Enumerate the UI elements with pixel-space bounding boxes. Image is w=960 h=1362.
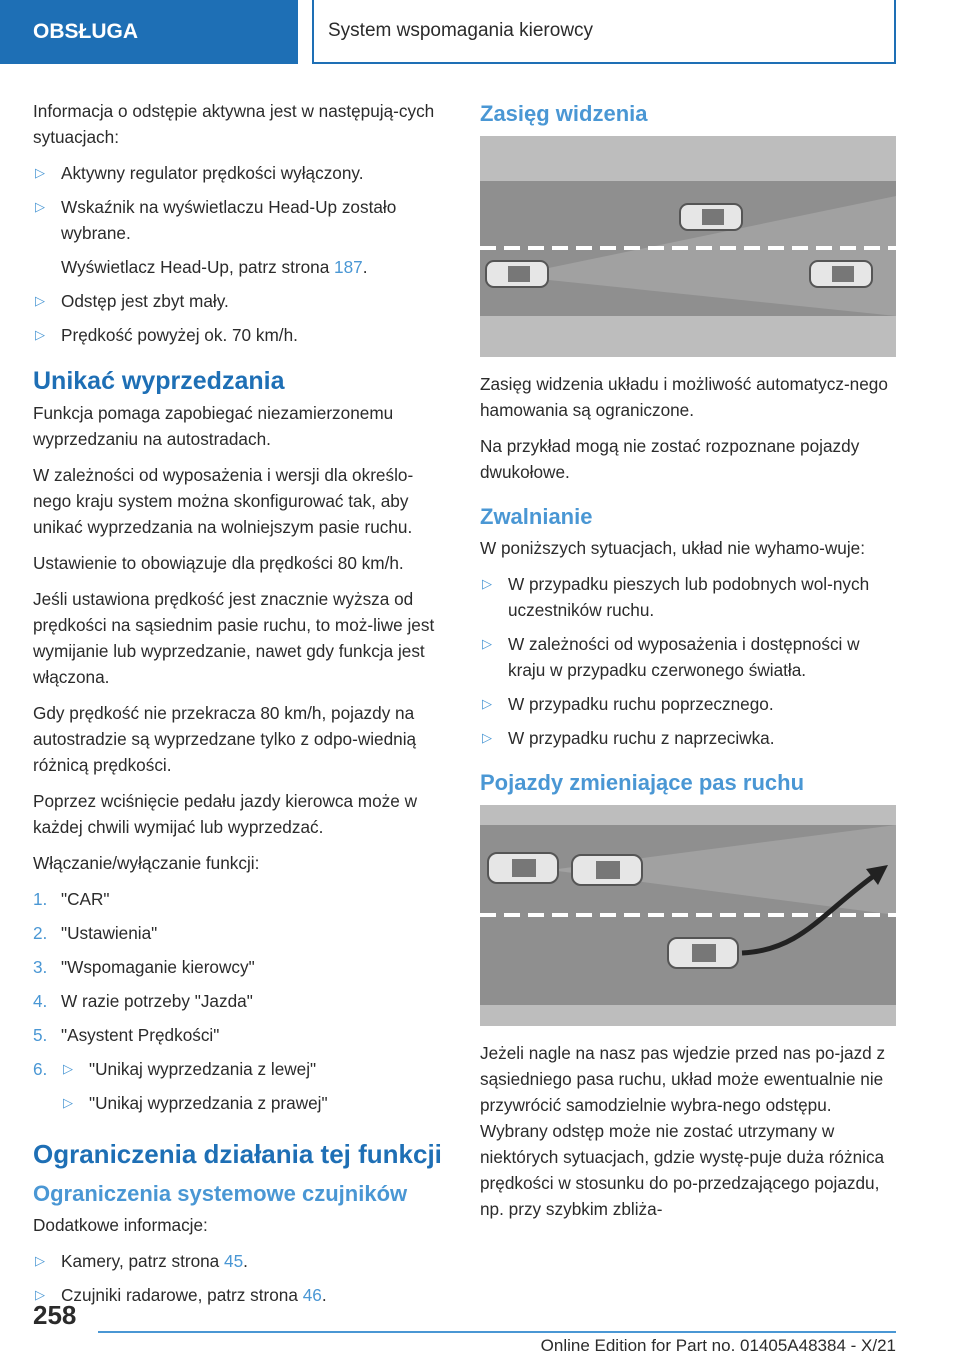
- page-number: 258: [33, 1300, 77, 1330]
- heading-range: Zasięg widzenia: [480, 101, 648, 126]
- heading-sensor-limits: Ograniczenia systemowe czujników: [33, 1181, 408, 1206]
- step-item: 5. "Asystent Prędkości": [33, 1025, 220, 1045]
- triangle-bullet-icon: ▷: [63, 1095, 73, 1110]
- page-link-45[interactable]: 45: [224, 1251, 244, 1271]
- footer-divider: [98, 1331, 896, 1333]
- list-item: ▷ W zależności od wyposażenia i dostępności w kraju w przypadku czerwonego światła.: [480, 631, 896, 683]
- triangle-bullet-icon: ▷: [482, 576, 492, 591]
- list-item: ▷ Odstęp jest zbyt mały.: [33, 288, 451, 314]
- paragraph: Ustawienie to obowiązuje dla prędkości 80 km/h.: [33, 553, 404, 573]
- list-item: ▷ Kamery, patrz strona 45.: [33, 1248, 451, 1274]
- left-column: [33, 98, 451, 1316]
- paragraph: Na przykład mogą nie zostać rozpoznane pojazdy dwukołowe.: [480, 436, 860, 482]
- paragraph: Zasięg widzenia układu i możliwość automatycz-nego hamowania są ograniczone.: [480, 374, 888, 420]
- triangle-bullet-icon: ▷: [482, 696, 492, 711]
- range-illustration: [480, 136, 896, 357]
- list-item: ▷ W przypadku pieszych lub podobnych wol-nych uczestników ruchu.: [480, 571, 896, 623]
- step-item: 3. "Wspomaganie kierowcy": [33, 957, 255, 977]
- page-link-46[interactable]: 46: [302, 1285, 322, 1305]
- paragraph: Włączanie/wyłączanie funkcji:: [33, 853, 260, 873]
- hud-reference: Wyświetlacz Head-Up, patrz strona 187.: [61, 257, 368, 277]
- heading-limits: Ograniczenia działania tej funkcji: [33, 1139, 442, 1169]
- list-item: ▷ Prędkość powyżej ok. 70 km/h.: [33, 322, 451, 348]
- triangle-bullet-icon: ▷: [35, 1287, 45, 1302]
- paragraph: Gdy prędkość nie przekracza 80 km/h, pojazdy na autostradzie są wyprzedzane tylko z odpo-wiednią różnicą prędkości.: [33, 703, 417, 775]
- paragraph: W zależności od wyposażenia i wersji dla określo-nego kraju system można skonfigurować tak, aby unikać wyprzedzania na wolniejszym pasie ruchu.: [33, 465, 414, 537]
- triangle-bullet-icon: ▷: [482, 730, 492, 745]
- list-item: ▷ W przypadku ruchu poprzecznego.: [480, 691, 896, 717]
- triangle-bullet-icon: ▷: [35, 1253, 45, 1268]
- triangle-bullet-icon: ▷: [482, 636, 492, 651]
- step-item: 4. W razie potrzeby "Jazda": [33, 991, 253, 1011]
- step-item: 2. "Ustawienia": [33, 923, 158, 943]
- edition-note: Online Edition for Part no. 01405A48384 - X/21: [540, 1336, 896, 1355]
- triangle-bullet-icon: ▷: [35, 327, 45, 342]
- heading-avoid-overtaking: Unikać wyprzedzania: [33, 367, 285, 395]
- heading-lane-change: Pojazdy zmieniające pas ruchu: [480, 770, 805, 795]
- bullet-list-refs: [33, 1248, 451, 1308]
- bullet-list-1: [33, 160, 451, 348]
- triangle-bullet-icon: ▷: [63, 1061, 73, 1076]
- list-item: ▷ Aktywny regulator prędkości wyłączony.: [33, 160, 451, 186]
- intro-paragraph: Informacja o odstępie aktywna jest w następują-cych sytuacjach:: [33, 101, 435, 147]
- step-item: 6. ▷ "Unikaj wyprzedzania z lewej" ▷ "Unikaj wyprzedzania z prawej": [33, 1056, 451, 1116]
- lane-change-illustration: [480, 805, 896, 1026]
- step-item: 1. "CAR": [33, 889, 110, 909]
- paragraph: Dodatkowe informacje:: [33, 1215, 208, 1235]
- list-item: ▷ Czujniki radarowe, patrz strona 46.: [33, 1282, 451, 1308]
- page-link-187[interactable]: 187: [334, 257, 363, 277]
- paragraph: Funkcja pomaga zapobiegać niezamierzonemu wyprzedzaniu na autostradach.: [33, 403, 394, 449]
- chapter-title: System wspomagania kierowcy: [312, 0, 896, 64]
- paragraph: W poniższych sytuacjach, układ nie wyhamo-wuje:: [480, 538, 865, 558]
- paragraph: Jeśli ustawiona prędkość jest znacznie wyższa od prędkości na sąsiednim pasie ruchu, to moż-liwe jest wymijanie lub wyprzedzanie, nawet gdy funkcja jest włączona.: [33, 589, 435, 687]
- paragraph: Jeżeli nagle na nasz pas wjedzie przed nas po-jazd z sąsiedniego pasa ruchu, układ może ewentualnie nie przywrócić samodzielnie wybra-nego odstępu. Wybrany odstęp może nie zostać utrzymany w niektórych sytuacjach, gdzie wystę-puje duża różnica prędkości w stosunku do po-przedzającego pojazdu, np. przy szybkim zbliża-: [480, 1043, 886, 1219]
- right-column: [480, 100, 896, 1232]
- list-item: ▷ W przypadku ruchu z naprzeciwka.: [480, 725, 896, 751]
- bullet-list-slowing: [480, 571, 896, 751]
- triangle-bullet-icon: ▷: [35, 293, 45, 308]
- triangle-bullet-icon: ▷: [35, 165, 45, 180]
- section-tab: OBSŁUGA: [0, 0, 298, 64]
- paragraph: Poprzez wciśnięcie pedału jazdy kierowca może w każdej chwili wymijać lub wyprzedzać.: [33, 791, 418, 837]
- steps-list: [33, 886, 451, 1116]
- triangle-bullet-icon: ▷: [35, 199, 45, 214]
- page-header: [0, 0, 960, 66]
- list-item: ▷ Wskaźnik na wyświetlaczu Head-Up zostało wybrane. Wyświetlacz Head-Up, patrz strona 187.: [33, 194, 451, 280]
- heading-slowing: Zwalnianie: [480, 504, 593, 529]
